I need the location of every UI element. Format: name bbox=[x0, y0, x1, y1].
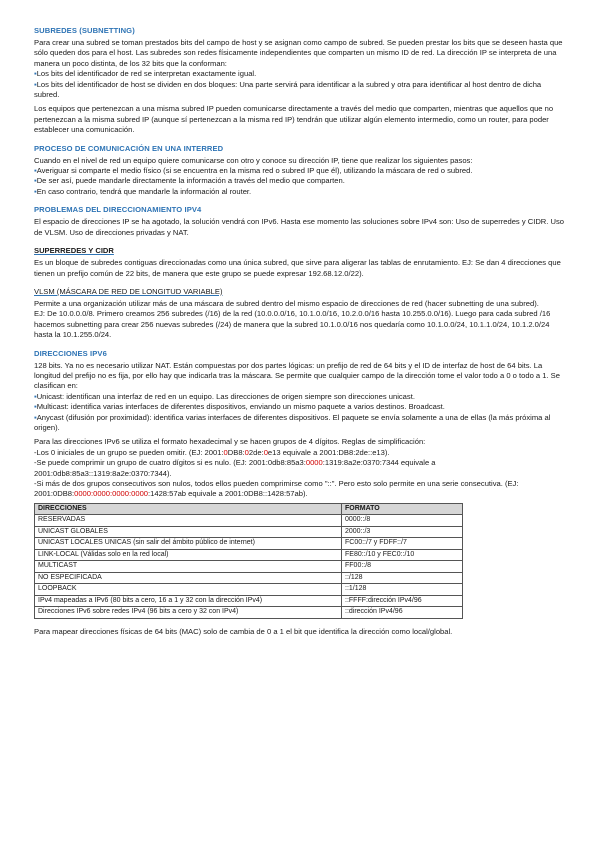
heading-subredes: SUBREDES (SUBNETTING) bbox=[34, 26, 135, 35]
table-cell: UNICAST GLOBALES bbox=[35, 526, 342, 538]
paragraph: Para crear una subred se toman prestados bits del campo de host y se asignan como campo de subred. Se pueden prestar los bits que se deseen hasta que sólo queden dos para el host. Las subredes son redes físicamente independientes que comparten un mismo ID de red. La dirección IP se interpreta de una manera un poco distinta, de los 32 bits que la conforman: bbox=[34, 38, 563, 68]
bullet-icon: ▪ bbox=[34, 166, 37, 176]
bullet-item bbox=[34, 413, 566, 434]
table-row bbox=[35, 515, 463, 527]
heading-proceso-comunicacion: PROCESO DE COMUNICACIÓN EN UNA INTERRED bbox=[34, 143, 224, 153]
paragraph: Es un bloque de subredes contiguas direccionadas como una única subred, que sirve para aligerar las tablas de enrutamiento. EJ: Se dan 4 direcciones que tienen un prefijo común de 22 bits, de manera que este grupo se puede expresar 192.68.12.0/22). bbox=[34, 258, 561, 278]
table-cell: FE80::/10 y FEC0::/10 bbox=[342, 549, 463, 561]
table-cell: Direcciones IPv6 sobre redes IPv4 (96 bits a cero y 32 con IPv4) bbox=[35, 607, 342, 619]
bullet-text: Unicast: identifican una interfaz de red en un equipo. Las direcciones de origen siempre son direcciones unicast. bbox=[36, 391, 415, 401]
table-cell: FC00::/7 y FDFF::/7 bbox=[342, 538, 463, 550]
bullet-icon: ▪ bbox=[34, 391, 37, 401]
bullet-icon: ▪ bbox=[34, 176, 37, 186]
heading-ipv6: DIRECCIONES IPV6 bbox=[34, 348, 107, 358]
table-cell: LINK-LOCAL (Válidas solo en la red local) bbox=[35, 549, 342, 561]
bullet-text: Averiguar si comparte el medio físico (si se encuentra en la misma red o subred IP que él), utilizando la máscara de red o subred. bbox=[36, 166, 473, 176]
table-cell: IPv4 mapeadas a IPv6 (80 bits a cero, 16 a 1 y 32 con la dirección IPv4) bbox=[35, 595, 342, 607]
table-row bbox=[35, 561, 463, 573]
table-cell: ::1/128 bbox=[342, 584, 463, 596]
heading-problemas-ipv4: PROBLEMAS DEL DIRECCIONAMIENTO IPV4 bbox=[34, 205, 202, 215]
heading-superredes: SUPERREDES Y CIDR bbox=[34, 246, 114, 256]
bullet-item bbox=[34, 69, 566, 79]
paragraph: Para las direcciones IPv6 se utiliza el formato hexadecimal y se hacen grupos de 4 dígitos. Reglas de simplificación: bbox=[34, 437, 426, 447]
table-cell: RESERVADAS bbox=[35, 515, 342, 527]
table-cell: UNICAST LOCALES UNICAS (sin salir del ámbito público de internet) bbox=[35, 538, 342, 550]
paragraph: EJ: De 10.0.0.0/8. Primero creamos 256 subredes (/16) de la red (10.0.0.0/16, 10.1.0.0/16, 10.2.0.0/16 hasta 10.255.0.0/16). Luego para cada subred /16 hacemos subnetting para crear 256 nuevas subredes (/24) de manera que la subred 10.1.0.0/16 nos quedaría como 10.1.0.0/24, 10.1.1.0/24, 10.1.2.0/24 hasta la 10.1.255.0/24. bbox=[34, 309, 551, 340]
table-cell: ::FFFF:dirección IPv4/96 bbox=[342, 595, 463, 607]
table-header: FORMATO bbox=[342, 503, 463, 515]
paragraph: 128 bits. Ya no es necesario utilizar NAT. Están compuestas por dos partes lógicas: un prefijo de red de 64 bits y el ID de interfaz de host de 64 bits. La longitud del prefijo no es fija, por ello hay que indicarla tras la máscara. Se permite que cualquier campo de la dirección tome el valor todo a 0 o todo a 1. Se clasifican en: bbox=[34, 360, 560, 391]
bullet-item bbox=[34, 80, 566, 101]
bullet-item bbox=[34, 176, 566, 186]
paragraph: El espacio de direcciones IP se ha agotado, la solución vendrá con IPv6. Hasta ese momento las soluciones sobre IPv4 son: Uso de superredes y CIDR. Uso de VLSM. Uso de direcciones privadas y NAT. bbox=[34, 217, 565, 237]
paragraph: Cuando en el nivel de red un equipo quiere comunicarse con otro y conoce su dirección IP, tiene que realizar los siguientes pasos: bbox=[34, 155, 473, 165]
bullet-item bbox=[34, 166, 566, 176]
bullet-text: Los bits del identificador de red se interpretan exactamente igual. bbox=[36, 69, 257, 79]
bullet-item bbox=[34, 402, 566, 412]
bullet-item bbox=[34, 392, 566, 402]
ipv6-address-table bbox=[34, 503, 463, 619]
bullet-text: En caso contrario, tendrá que mandarle la información al router. bbox=[36, 186, 252, 196]
table-cell: NO ESPECIFICADA bbox=[35, 572, 342, 584]
table-cell: 0000::/8 bbox=[342, 515, 463, 527]
paragraph: Para mapear direcciones físicas de 64 bits (MAC) solo de cambia de 0 a 1 el bit que identifica la dirección como local/global. bbox=[34, 626, 453, 636]
bullet-text: De ser así, puede mandarle directamente la información a través del medio que comparten. bbox=[36, 176, 345, 186]
bullet-icon: ▪ bbox=[34, 186, 37, 196]
rule-omit-zeros: -Los 0 iniciales de un grupo se pueden omitir. (EJ: 2001:0DB8:02de:0e13 equivale a 2001:DB8:2de::e13). bbox=[34, 447, 390, 457]
table-row bbox=[35, 584, 463, 596]
bullet-text: Anycast (difusión por proximidad): identifica varias interfaces de diferentes dispositivos. El paquete se envía solamente a una de ellas (la más próxima al origen). bbox=[34, 412, 551, 432]
rule-compress-group: -Se puede comprimir un grupo de cuatro dígitos si es nulo. (EJ: 2001:0db8:85a3:0000:1319:8a2e:0370:7344 equivale a 2001:0db8:85a3::1319:8a2e:0370:7344). bbox=[34, 458, 436, 478]
table-row bbox=[35, 607, 463, 619]
bullet-icon: ▪ bbox=[34, 402, 37, 412]
bullet-icon: ▪ bbox=[34, 412, 37, 422]
table-header: DIRECCIONES bbox=[35, 503, 342, 515]
table-cell: MULTICAST bbox=[35, 561, 342, 573]
table-row bbox=[35, 572, 463, 584]
bullet-icon: ▪ bbox=[34, 69, 37, 79]
table-row bbox=[35, 595, 463, 607]
bullet-text: Multicast: identifica varias interfaces de diferentes dispositivos, enviando un mismo paquete a varios destinos. Broadcast. bbox=[36, 402, 445, 412]
table-cell: FF00::/8 bbox=[342, 561, 463, 573]
paragraph: Permite a una organización utilizar más de una máscara de subred dentro del mismo espacio de direcciones de red (hacer subnetting de una subred). bbox=[34, 298, 539, 308]
table-cell: ::dirección IPv4/96 bbox=[342, 607, 463, 619]
table-cell: 2000::/3 bbox=[342, 526, 463, 538]
heading-vlsm: VLSM (MÁSCARA DE RED DE LONGITUD VARIABLE) bbox=[34, 286, 223, 296]
bullet-icon: ▪ bbox=[34, 79, 37, 89]
bullet-text: Los bits del identificador de host se dividen en dos bloques: Una parte servirá para identificar a la subred y otra para identificar al host dentro de dicha subred. bbox=[34, 79, 542, 100]
table-row bbox=[35, 538, 463, 550]
table-row bbox=[35, 526, 463, 538]
table-cell: LOOPBACK bbox=[35, 584, 342, 596]
table-cell: ::/128 bbox=[342, 572, 463, 584]
table-row bbox=[35, 549, 463, 561]
paragraph: Los equipos que pertenezcan a una misma subred IP pueden comunicarse directamente a través del medio que comparten, mientras que aquellos que no pertenezcan a la misma subred IP (aunque sí pertenezcan a la misma red IP) tendrán que utilizar algún elemento intermedio, como un router, para poder establecer una comunicación. bbox=[34, 104, 554, 135]
table-header-row bbox=[35, 503, 463, 515]
rule-double-colon: -Si más de dos grupos consecutivos son nulos, todos ellos pueden comprimirse como "::". Pero esto solo permite en una serie consecutiva. (EJ: 2001:0DB8:0000:0000:0000:0000:1428:57ab equivale a 2001:0DB8::1428:57ab). bbox=[34, 479, 519, 499]
bullet-item bbox=[34, 187, 566, 197]
